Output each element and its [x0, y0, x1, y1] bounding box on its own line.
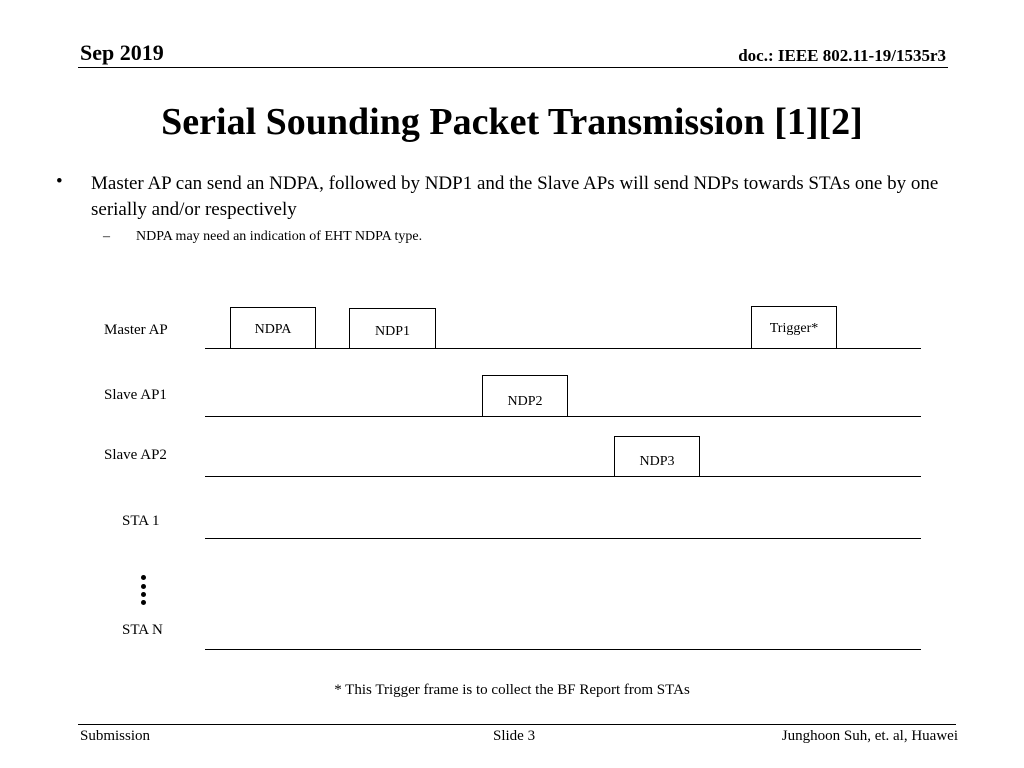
header-divider	[78, 67, 948, 68]
row-label-master-ap: Master AP	[104, 322, 168, 338]
timeline-sta-1	[205, 538, 921, 539]
footer-submission: Submission	[80, 728, 151, 744]
slide-title: Serial Sounding Packet Transmission [1][2]	[161, 101, 863, 143]
row-label-slave-ap1: Slave AP1	[104, 387, 167, 403]
row-label-sta-1: STA 1	[122, 513, 160, 529]
header-date: Sep 2019	[80, 40, 164, 65]
frame-ndp3: NDP3	[614, 436, 700, 477]
timeline-sta-n	[205, 649, 921, 650]
row-label-sta-n: STA N	[122, 622, 163, 638]
sub-bullet-text: NDPA may need an indication of EHT NDPA type.	[136, 229, 423, 244]
footer-divider	[78, 724, 956, 725]
footer-authors: Junghoon Suh, et. al, Huawei	[781, 728, 958, 744]
diagram-footnote: * This Trigger frame is to collect the BF Report from STAs	[334, 682, 690, 698]
header-doc-id: doc.: IEEE 802.11-19/1535r3	[738, 46, 946, 65]
bullet-text: Master AP can send an NDPA, followed by NDP1 and the Slave APs will send NDPs towards STAs one by one serially and/or respectively	[91, 173, 939, 220]
sub-bullet-marker: –	[103, 229, 110, 244]
frame-trigger: Trigger*	[751, 306, 837, 349]
row-label-slave-ap2: Slave AP2	[104, 447, 167, 463]
bullet-marker: •	[56, 171, 63, 192]
footer-slide-number: Slide 3	[493, 728, 536, 744]
timeline-slave-ap2	[205, 476, 921, 477]
frame-ndpa: NDPA	[230, 307, 316, 349]
frame-ndp1: NDP1	[349, 308, 436, 349]
frame-ndp2: NDP2	[482, 375, 568, 417]
